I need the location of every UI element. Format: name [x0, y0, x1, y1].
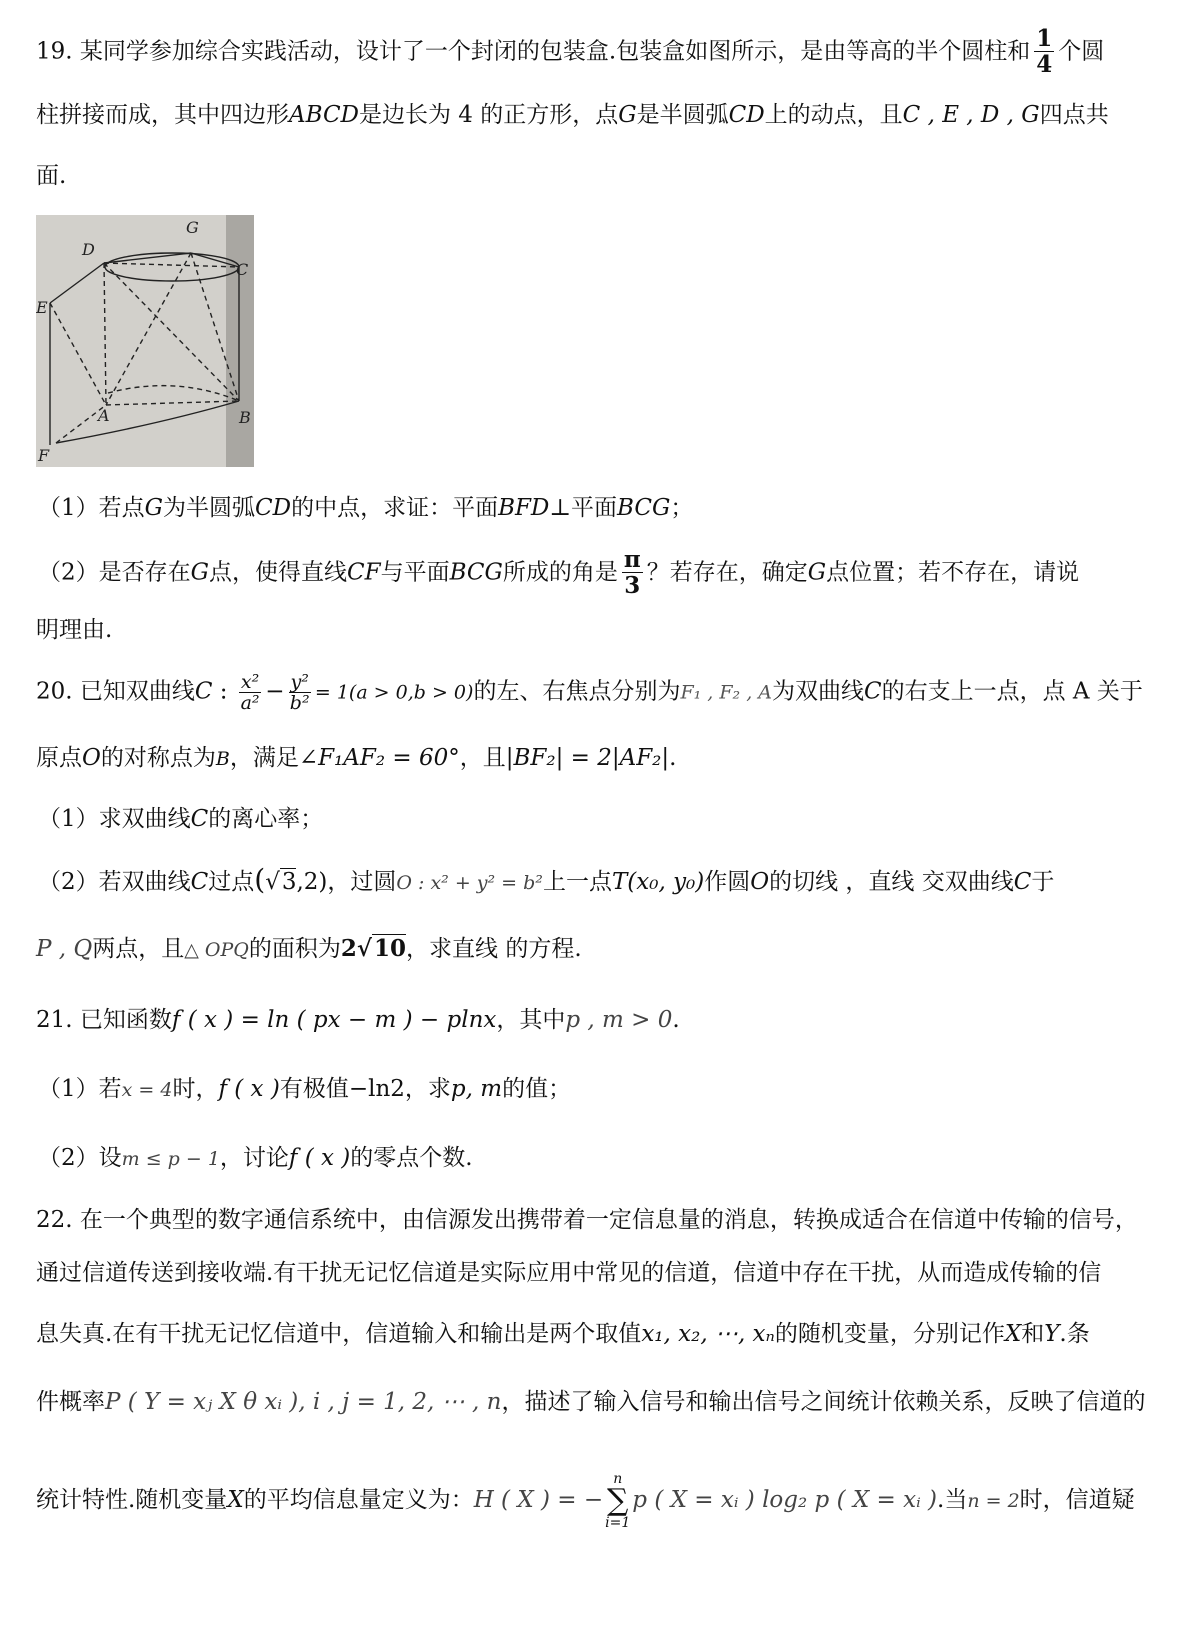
package-box-diagram [36, 215, 254, 467]
label-D: D [82, 240, 95, 259]
fraction-y2-b2: $\frac{\text{y²}}{\text{b²}}$ [289, 671, 310, 714]
label-E: E [36, 298, 48, 317]
q20-line-1: 20. 已知双曲线C : $\frac{\text{x²}}{\text{a²}}$ − $\frac{\text{y²}}{\text{b²}}$ = 1(a > 0,b > 0)的左、右焦点分别为F₁ , F₂ , A为双曲线C的右支上一点，点 A 关于 [36, 671, 1143, 714]
fraction-one-quarter: $\frac{1}{4}$ [1036, 25, 1053, 78]
q20-part-2: （2）若双曲线C过点(√3,2)，过圆O : x² + y² = b²上一点T(x₀, y₀)作圆O的切线 ，直线 交双曲线C于 [38, 863, 1055, 896]
q19-line-2: 柱拼接而成，其中四边形ABCD是边长为 4 的正方形，点G是半圆弧CD上的动点，且C , E , D , G四点共 [36, 102, 1109, 128]
label-G: G [186, 218, 199, 237]
q20-part-2-cont: P , Q两点，且△ OPQ的面积为2√10，求直线 的方程. [36, 935, 582, 962]
q21-part-2: （2）设m ≤ p − 1，讨论f ( x )的零点个数. [38, 1145, 473, 1171]
q19-line-1: 19. 某同学参加综合实践活动，设计了一个封闭的包装盒.包装盒如图所示，是由等高的半个圆柱和 $\frac{1}{4}$ 个圆 [36, 25, 1105, 78]
q21-part-1: （1）若x = 4时，f ( x )有极值−ln2，求p, m的值； [38, 1076, 572, 1102]
label-C: C [236, 260, 249, 279]
label-B: B [239, 408, 251, 427]
q22-line-4: 件概率P ( Y = xⱼ X θ xᵢ ), i , j = 1, 2, ⋯ , n，描述了输入信号和输出信号之间统计依赖关系，反映了信道的 [36, 1389, 1146, 1415]
q20-line-2: 原点O的对称点为B，满足∠F₁AF₂ = 60°，且|BF₂| = 2|AF₂|. [36, 745, 677, 771]
label-A: A [98, 406, 110, 425]
q19-part-2-cont: 明理由. [36, 617, 113, 643]
summation-symbol: n ∑ i=1 [605, 1471, 631, 1531]
q22-line-3: 息失真.在有干扰无记忆信道中，信道输入和输出是两个取值x₁, x₂, ⋯, xₙ的随机变量，分别记作X和Y.条 [36, 1321, 1090, 1347]
q19-part-2: （2）是否存在G点，使得直线CF与平面BCG所成的角是 $\frac{\pi}{3}$ ？若存在，确定G点位置；若不存在，请说 [38, 546, 1080, 599]
label-F: F [38, 446, 50, 465]
q22-line-1: 22. 在一个典型的数字通信系统中，由信源发出携带着一定信息量的消息，转换成适合在信道中传输的信号， [36, 1207, 1138, 1233]
fraction-pi-over-3: $\frac{\pi}{3}$ [623, 546, 641, 599]
q19-part-1: （1）若点G为半圆弧CD的中点，求证：平面BFD⊥平面BCG； [38, 495, 694, 521]
q22-line-2: 通过信道传送到接收端.有干扰无记忆信道是实际应用中常见的信道，信道中存在干扰，从而造成传输的信 [36, 1260, 1102, 1286]
q22-line-5: 统计特性.随机变量X的平均信息量定义为：H ( X ) = −n ∑ i=1p ( X = xᵢ ) log₂ p ( X = xᵢ ).当n = 2时，信道疑 [36, 1471, 1135, 1531]
fraction-x2-a2: $\frac{\text{x²}}{\text{a²}}$ [240, 671, 260, 714]
q20-part-1: （1）求双曲线C的离心率； [38, 806, 324, 832]
q21-line-1: 21. 已知函数f ( x ) = ln ( px − m ) − plnx，其中p , m > 0. [36, 1007, 680, 1033]
q19-line-3: 面. [36, 163, 67, 189]
geometry-figure [36, 215, 254, 467]
